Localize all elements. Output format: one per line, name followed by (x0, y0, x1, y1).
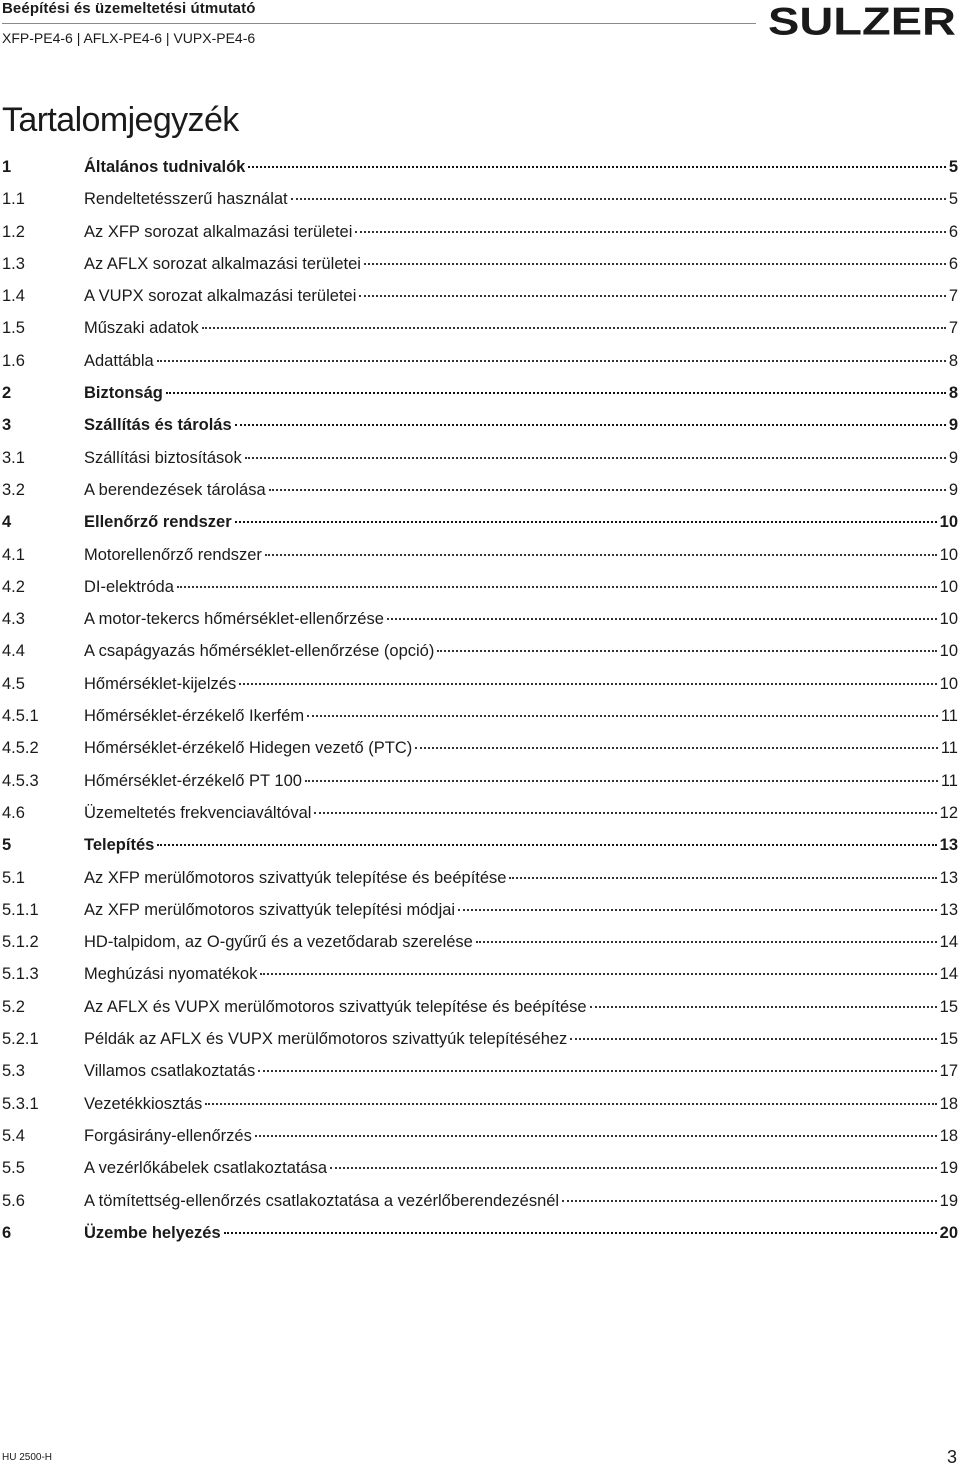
toc-entry-label: Szállítás és tárolás (84, 416, 232, 435)
toc-entry-page: 10 (939, 577, 958, 596)
dot-leader (235, 521, 937, 523)
toc-entry-page: 6 (948, 254, 958, 273)
toc-entry-label: Ellenőrző rendszer (84, 513, 232, 532)
toc-entry[interactable] (0, 1217, 960, 1249)
toc-entry-label: Adattábla (84, 351, 154, 370)
toc-entry-label: Rendeltetésszerű használat (84, 190, 288, 209)
toc-entry-line (84, 183, 958, 215)
toc-entry-page: 10 (939, 545, 958, 564)
toc-entry-number: 5.1 (2, 868, 25, 887)
toc-entry-line (84, 1023, 958, 1055)
toc-entry-number: 1.5 (2, 319, 25, 338)
dot-leader (269, 489, 946, 491)
toc-entry-number: 4.5.3 (2, 771, 39, 790)
toc-entry-number: 1.2 (2, 222, 25, 241)
toc-entry[interactable] (0, 1055, 960, 1087)
toc-entry-page: 9 (948, 448, 958, 467)
toc-entry-line (84, 1120, 958, 1152)
toc-entry-page: 19 (939, 1191, 958, 1210)
dot-leader (166, 392, 946, 394)
toc-entry-number: 5.1.3 (2, 965, 39, 984)
toc-entry-page: 12 (939, 803, 958, 822)
toc-entry-number: 5.1.1 (2, 900, 39, 919)
dot-leader (562, 1200, 937, 1202)
toc-entry-page: 14 (939, 933, 958, 952)
toc-entry-line (84, 894, 958, 926)
toc-entry-number: 1.3 (2, 254, 25, 273)
toc-entry-page: 10 (939, 642, 958, 661)
toc-entry-number: 5.3.1 (2, 1094, 39, 1113)
dot-leader (177, 586, 937, 588)
toc-entry-number: 5.6 (2, 1191, 25, 1210)
toc-entry-line (84, 151, 958, 183)
toc-entry[interactable] (0, 765, 960, 797)
toc-entry-page: 15 (939, 1030, 958, 1049)
toc-entry[interactable] (0, 506, 960, 538)
toc-entry[interactable] (0, 635, 960, 667)
page-title: Tartalomjegyzék (2, 100, 239, 139)
sulzer-logo (767, 3, 957, 39)
toc-entry-number: 4.6 (2, 803, 25, 822)
toc-entry-page: 10 (939, 674, 958, 693)
toc-entry-line (84, 571, 958, 603)
dot-leader (224, 1232, 937, 1234)
toc-entry-line (84, 732, 958, 764)
toc-entry-line (84, 635, 958, 667)
toc-entry-number: 5.2.1 (2, 1030, 39, 1049)
toc-entry-line (84, 377, 958, 409)
toc-entry-page: 10 (939, 513, 958, 532)
dot-leader (458, 909, 937, 911)
toc-entry-label: Meghúzási nyomatékok (84, 965, 258, 984)
toc-entry[interactable] (0, 409, 960, 441)
toc-entry[interactable] (0, 732, 960, 764)
toc-entry-number: 4.1 (2, 545, 25, 564)
dot-leader (307, 715, 938, 717)
toc-entry-label: Hőmérséklet-érzékelő Hidegen vezető (PTC) (84, 739, 413, 758)
toc-entry-label: Vezetékkiosztás (84, 1094, 203, 1113)
toc-entry-page: 15 (939, 997, 958, 1016)
toc-entry-label: Hőmérséklet-kijelzés (84, 674, 237, 693)
toc-entry-label: Hőmérséklet-érzékelő PT 100 (84, 771, 302, 790)
toc-entry-line (84, 409, 958, 441)
toc-entry-page: 17 (939, 1062, 958, 1081)
toc-entry-page: 9 (948, 416, 958, 435)
toc-entry[interactable] (0, 280, 960, 312)
toc-entry-label: Az XFP sorozat alkalmazási területei (84, 222, 353, 241)
toc-entry-number: 1.4 (2, 287, 25, 306)
toc-entry-line (84, 539, 958, 571)
toc-entry-page: 10 (939, 610, 958, 629)
toc-entry[interactable] (0, 151, 960, 183)
toc-entry[interactable] (0, 991, 960, 1023)
toc-entry[interactable] (0, 183, 960, 215)
toc-entry[interactable] (0, 1152, 960, 1184)
toc-entry-label: Szállítási biztosítások (84, 448, 242, 467)
toc-entry-number: 4.2 (2, 577, 25, 596)
dot-leader (157, 360, 946, 362)
toc-entry-line (84, 1152, 958, 1184)
toc-entry-label: Telepítés (84, 836, 155, 855)
document-code: HU 2500-H (2, 1452, 53, 1463)
dot-leader (235, 424, 946, 426)
toc-entry-line (84, 442, 958, 474)
toc-entry[interactable] (0, 442, 960, 474)
toc-entry[interactable] (0, 862, 960, 894)
toc-entry-page: 18 (939, 1094, 958, 1113)
dot-leader (570, 1038, 936, 1040)
dot-leader (590, 1006, 937, 1008)
document-title: Beépítési és üzemeltetési útmutató (2, 0, 256, 17)
toc-entry-label: Villamos csatlakoztatás (84, 1062, 256, 1081)
toc-entry[interactable] (0, 312, 960, 344)
dot-leader (437, 650, 936, 652)
dot-leader (205, 1103, 936, 1105)
table-of-contents (0, 151, 960, 1249)
toc-entry-line (84, 700, 958, 732)
toc-entry-line (84, 862, 958, 894)
toc-entry[interactable] (0, 1120, 960, 1152)
dot-leader (248, 166, 945, 168)
toc-entry-line (84, 506, 958, 538)
toc-entry-line (84, 829, 958, 861)
toc-entry-page: 5 (948, 190, 958, 209)
toc-entry-number: 5.2 (2, 997, 25, 1016)
toc-entry-page: 14 (939, 965, 958, 984)
toc-entry[interactable] (0, 668, 960, 700)
toc-entry-page: 18 (939, 1126, 958, 1145)
toc-entry-number: 4.4 (2, 642, 25, 661)
toc-entry-label: HD-talpidom, az O-gyűrű és a vezetődarab szerelése (84, 933, 473, 952)
toc-entry-line (84, 1185, 958, 1217)
toc-entry[interactable] (0, 829, 960, 861)
toc-entry-page: 8 (948, 384, 958, 403)
dot-leader (314, 812, 936, 814)
toc-entry-label: DI-elektróda (84, 577, 174, 596)
toc-entry-page: 9 (948, 480, 958, 499)
dot-leader (255, 1135, 937, 1137)
page-number: 3 (946, 1447, 957, 1467)
toc-entry-page: 6 (948, 222, 958, 241)
toc-entry-label: A berendezések tárolása (84, 480, 266, 499)
toc-entry[interactable] (0, 894, 960, 926)
toc-entry-line (84, 312, 958, 344)
toc-entry-label: Az AFLX és VUPX merülőmotoros szivattyúk telepítése és beépítése (84, 997, 587, 1016)
toc-entry-line (84, 797, 958, 829)
dot-leader (291, 198, 946, 200)
dot-leader (415, 747, 938, 749)
toc-entry-page: 5 (948, 158, 958, 176)
toc-entry-page: 11 (940, 739, 958, 758)
svg-text:SULZER: SULZER (768, 3, 957, 39)
dot-leader (239, 683, 936, 685)
toc-entry-page: 7 (948, 287, 958, 306)
dot-leader (260, 973, 936, 975)
toc-entry-label: Műszaki adatok (84, 319, 199, 338)
toc-entry-number: 3.1 (2, 448, 25, 467)
toc-entry-page: 20 (939, 1223, 958, 1242)
toc-entry-number: 1.1 (2, 190, 25, 209)
toc-entry-label: A vezérlőkábelek csatlakoztatása (84, 1159, 328, 1178)
toc-entry[interactable] (0, 377, 960, 409)
toc-entry-line (84, 1088, 958, 1120)
toc-entry-number: 5.5 (2, 1159, 25, 1178)
dot-leader (355, 231, 945, 233)
toc-entry-line (84, 765, 958, 797)
dot-leader (258, 1070, 936, 1072)
toc-entry-line (84, 926, 958, 958)
toc-entry-line (84, 958, 958, 990)
toc-entry[interactable] (0, 216, 960, 248)
toc-entry-line (84, 1217, 958, 1249)
toc-entry-label: Általános tudnivalók (84, 158, 246, 176)
toc-entry[interactable] (0, 1023, 960, 1055)
toc-entry-page: 19 (939, 1159, 958, 1178)
document-subtitle: XFP-PE4-6 | AFLX-PE4-6 | VUPX-PE4-6 (2, 30, 256, 46)
dot-leader (330, 1167, 937, 1169)
toc-entry-line (84, 668, 958, 700)
toc-entry-label: A motor-tekercs hőmérséklet-ellenőrzése (84, 610, 384, 629)
dot-leader (387, 618, 937, 620)
dot-leader (157, 844, 936, 846)
toc-entry-label: Forgásirány-ellenőrzés (84, 1126, 252, 1145)
toc-entry-label: Az XFP merülőmotoros szivattyúk telepítési módjai (84, 900, 456, 919)
toc-entry-line (84, 345, 958, 377)
toc-entry[interactable] (0, 603, 960, 635)
toc-entry[interactable] (0, 1088, 960, 1120)
toc-entry-number: 3.2 (2, 480, 25, 499)
toc-entry-number: 4.5.2 (2, 739, 39, 758)
dot-leader (364, 263, 946, 265)
toc-entry-number: 2 (2, 384, 12, 403)
toc-entry-line (84, 248, 958, 280)
toc-entry-number: 1.6 (2, 351, 25, 370)
toc-entry-label: Motorellenőrző rendszer (84, 545, 262, 564)
toc-entry[interactable] (0, 958, 960, 990)
toc-entry-line (84, 603, 958, 635)
toc-entry-number: 4.5.1 (2, 707, 39, 726)
dot-leader (359, 295, 945, 297)
toc-entry-page: 11 (940, 771, 958, 790)
toc-entry[interactable] (0, 539, 960, 571)
toc-entry-label: A csapágyazás hőmérséklet-ellenőrzése (opció) (84, 642, 435, 661)
toc-entry-label: Hőmérséklet-érzékelő Ikerfém (84, 707, 305, 726)
toc-entry-number: 4.5 (2, 674, 25, 693)
toc-entry[interactable] (0, 571, 960, 603)
dot-leader (476, 941, 937, 943)
dot-leader (245, 457, 946, 459)
toc-entry-label: Az XFP merülőmotoros szivattyúk telepítése és beépítése (84, 868, 507, 887)
toc-entry-label: Biztonság (84, 384, 163, 403)
header-divider (2, 23, 756, 24)
toc-entry[interactable] (0, 248, 960, 280)
toc-entry[interactable] (0, 345, 960, 377)
toc-entry-page: 7 (948, 319, 958, 338)
toc-entry[interactable] (0, 1185, 960, 1217)
toc-entry-line (84, 216, 958, 248)
toc-entry[interactable] (0, 797, 960, 829)
dot-leader (265, 554, 937, 556)
dot-leader (202, 327, 946, 329)
toc-entry-number: 5.1.2 (2, 933, 39, 952)
toc-entry-number: 6 (2, 1223, 12, 1242)
toc-entry[interactable] (0, 700, 960, 732)
toc-entry-number: 5.3 (2, 1062, 25, 1081)
toc-entry-line (84, 991, 958, 1023)
toc-entry-number: 4.3 (2, 610, 25, 629)
dot-leader (509, 877, 936, 879)
toc-entry-number: 5 (2, 836, 12, 855)
toc-entry-number: 5.4 (2, 1126, 25, 1145)
toc-entry-label: Üzemeltetés frekvenciaváltóval (84, 803, 312, 822)
toc-entry-line (84, 280, 958, 312)
toc-entry-line (84, 1055, 958, 1087)
toc-entry-number: 3 (2, 416, 12, 435)
toc-entry[interactable] (0, 926, 960, 958)
toc-entry-label: A VUPX sorozat alkalmazási területei (84, 287, 357, 306)
toc-entry-label: Az AFLX sorozat alkalmazási területei (84, 254, 361, 273)
toc-entry-page: 8 (948, 351, 958, 370)
toc-entry-page: 13 (939, 900, 958, 919)
dot-leader (305, 780, 938, 782)
toc-entry-page: 13 (939, 836, 958, 855)
toc-entry-page: 11 (940, 707, 958, 726)
toc-entry-label: A tömítettség-ellenőrzés csatlakoztatása a vezérlőberendezésnél (84, 1191, 560, 1210)
toc-entry-number: 4 (2, 513, 12, 532)
toc-entry-label: Üzembe helyezés (84, 1223, 221, 1242)
toc-entry-line (84, 474, 958, 506)
toc-entry[interactable] (0, 474, 960, 506)
toc-entry-number: 1 (2, 158, 12, 176)
toc-entry-page: 13 (939, 868, 958, 887)
toc-entry-label: Példák az AFLX és VUPX merülőmotoros szivattyúk telepítéséhez (84, 1030, 568, 1049)
